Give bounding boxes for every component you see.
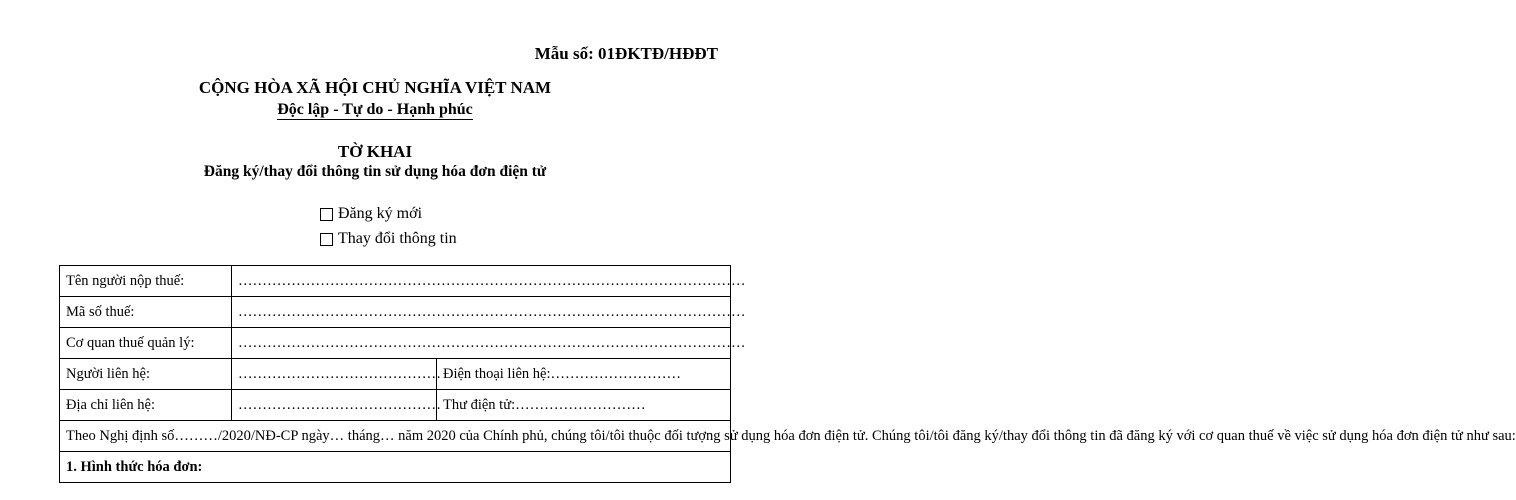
checkbox-change-info[interactable] — [320, 233, 333, 246]
taxpayer-name-label: Tên người nộp thuế: — [60, 266, 232, 297]
contact-address-dots: …………………………………… — [238, 396, 441, 413]
option-register-new-label: Đăng ký mới — [338, 205, 423, 222]
taxpayer-name-dots: …………………………………………………………………………………………… — [238, 272, 746, 289]
tax-authority-dots: …………………………………………………………………………………………… — [238, 334, 746, 351]
contact-address-label: Địa chỉ liên hệ: — [60, 390, 232, 421]
table-row — [60, 266, 731, 297]
contact-person-dots: …………………………………… — [238, 365, 441, 382]
contact-phone-label: Điện thoại liên hệ: — [443, 365, 551, 382]
document-title: TỜ KHAI — [337, 142, 413, 161]
contact-phone-dots: ……………………… — [550, 365, 682, 382]
email-label: Thư điện tử: — [443, 396, 516, 413]
taxpayer-name-field[interactable] — [232, 266, 746, 297]
table-row — [60, 359, 731, 390]
contact-person-field[interactable] — [232, 359, 441, 390]
statement-paragraph: Theo Nghị định số………/2020/NĐ-CP ngày… tháng… năm 2020 của Chính phủ, chúng tôi/tôi thuộc đối tượng sử dụng hóa đơn điện tử. Chúng tôi/tôi đăng ký/thay đổi thông tin đã đăng ký với cơ quan thuế về việc sử dụng hóa đơn điện tử như sau: — [60, 421, 731, 452]
document-subtitle: Đăng ký/thay đổi thông tin sử dụng hóa đơn điện tử — [203, 163, 547, 180]
tax-code-field[interactable] — [232, 297, 746, 328]
tax-code-label: Mã số thuế: — [60, 297, 232, 328]
section-invoice-form: 1. Hình thức hóa đơn: — [60, 452, 731, 483]
checkbox-register-new[interactable] — [320, 208, 333, 221]
table-row — [60, 328, 731, 359]
contact-phone-cell[interactable] — [437, 359, 731, 390]
motto-text: Độc lập - Tự do - Hạnh phúc — [277, 101, 473, 118]
tax-code-dots: …………………………………………………………………………………………… — [238, 303, 746, 320]
contact-person-label: Người liên hệ: — [60, 359, 232, 390]
table-row — [60, 452, 731, 483]
table-row — [60, 297, 731, 328]
table-row — [60, 390, 731, 421]
email-dots: ……………………… — [515, 396, 646, 413]
motto — [0, 101, 750, 119]
contact-address-field[interactable] — [232, 390, 441, 421]
option-change-info[interactable] — [320, 230, 457, 248]
option-change-info-label: Thay đổi thông tin — [338, 230, 457, 247]
table-row — [60, 421, 731, 452]
taxpayer-info-table — [59, 265, 1516, 483]
tax-authority-field[interactable] — [232, 328, 746, 359]
tax-authority-label: Cơ quan thuế quản lý: — [60, 328, 232, 359]
email-cell[interactable] — [437, 390, 731, 421]
option-register-new[interactable] — [320, 205, 422, 223]
national-title: CỘNG HÒA XÃ HỘI CHỦ NGHĨA VIỆT NAM — [198, 78, 552, 97]
form-number: Mẫu số: 01ĐKTĐ/HĐĐT — [534, 44, 718, 63]
